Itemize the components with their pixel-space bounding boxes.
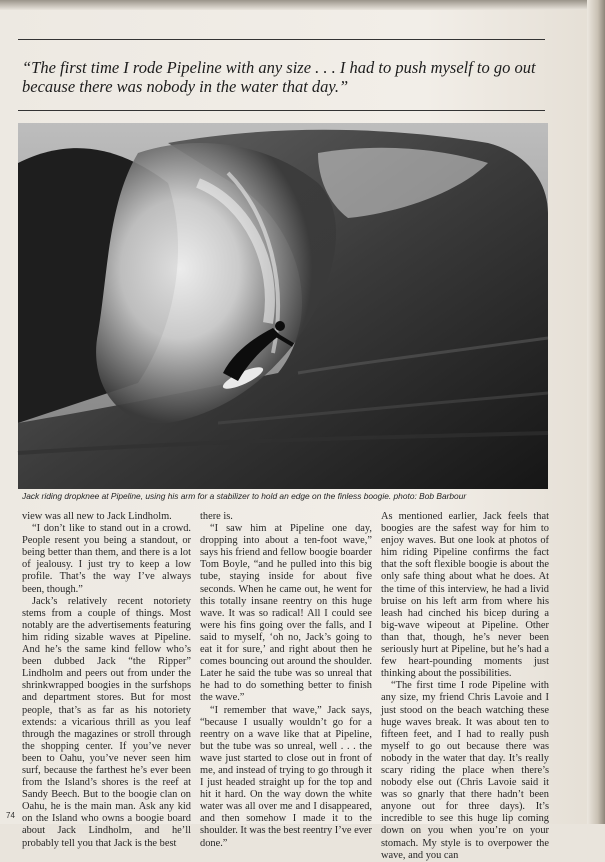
surfer-wave-photo [18,123,548,489]
page-top-shadow [0,0,605,10]
pull-quote: “The first time I rode Pipeline with any size . . . I had to push myself to go out because there was nobody in the water that day.” [22,58,536,96]
article-column-3 [381,511,549,861]
page-gutter-fold [587,0,605,824]
column-3-paragraph: “The first time I rode Pipeline with any size, my friend Chris Lavoie and I just stood on the beach watching these huge waves break. It was about ten to fifteen feet, and I had to really push myself to go out because there was nobody in the water that day. It’s really scary riding the place when there’s nobody else out (Chris Lavoie said it was so gnarly that there hadn’t been anyone out for three days). It’s incredible to see this huge lip coming down on you when you’re on your stomach. My style is to overpower the wave, and you can [381,680,549,861]
column-2-paragraph: “I remember that wave,” Jack says, “because I usually wouldn’t go for a reentry on a wave like that at Pipeline, but the tube was so unreal, well . . . the wave just started to close out in front of me, and instead of trying to go through it I just headed straight up for the top and hit it hard. On the way down the white water was all over me and I disappeared, and then somehow I made it to the shoulder. It was the best reentry I’ve ever done.” [200,704,372,849]
rule-top [18,39,545,40]
page-number: 74 [6,811,15,820]
column-1-paragraph: “I don’t like to stand out in a crowd. People resent you being a standout, or being better than them, and there is a lot of jealousy. I just try to keep a low profile. That’s the way I’ve always been, though.” [22,523,191,595]
article-column-1 [22,511,191,849]
column-1-paragraph: Jack’s relatively recent notoriety stems from a couple of things. Most notably are the advertisements featuring him riding sizable waves at Pipeline. And he’s the same kind fellow who’s been dubbed Jack “the Ripper” Lindholm and peers out from under the shrinkwrapped boogies in the surfshops and department stores. But for most people, that’s as far as his notoriety extends: a vicarious thrill as you leaf through the magazines or stroll through the shopping center. If you’ve never been to Oahu, you’ve never seen him surf, because the farthest he’s ever been from the Island’s shores is the reef at Sandy Beech. But to the boogie clan on Oahu, he is the main man. Ask any kid on the Island who owns a boogie board about Jack Lindholm, and he’ll probably tell you that Jack is the best [22,595,191,849]
wave-photo-drawing [18,123,548,489]
column-3-paragraph: As mentioned earlier, Jack feels that boogies are the safest way for him to enjoy waves. But one look at photos of him riding Pipeline confirms the fact that the soft flexible boogie is about the only safe thing about what he does. At the time of this interview, he had a livid bruise on his left arm from where his leash had cinched his bicep during a big-wave wipeout at Pipeline. Other than that, though, he’s never been seriously hurt at Pipeline, but he’s had a few heart-pounding moments just thinking about the possibilities. [381,511,549,680]
photo-caption: Jack riding dropknee at Pipeline, using his arm for a stabilizer to hold an edge on the finless boogie. photo: Bob Barbour [22,491,467,501]
article-column-2 [200,511,372,849]
column-2-paragraph: “I saw him at Pipeline one day, dropping into about a ten-foot wave,” says his friend and fellow boogie boarder Tom Boyle, “and he pulled into this big tube, staying inside for about five seconds. When he came out, he went for this totally insane reentry on this huge wave. It was so radical! All I could see were his fins going over the falls, and I said to myself, ‘oh no, Jack’s going to eat it for sure,’ and right about then he comes bouncing out around the shoulder. Later he said the tube was so unreal that he had to do something better to finish the wave.” [200,523,372,704]
column-2-paragraph: there is. [200,511,233,522]
column-1-paragraph: view was all new to Jack Lindholm. [22,511,172,522]
rule-mid [18,110,545,111]
